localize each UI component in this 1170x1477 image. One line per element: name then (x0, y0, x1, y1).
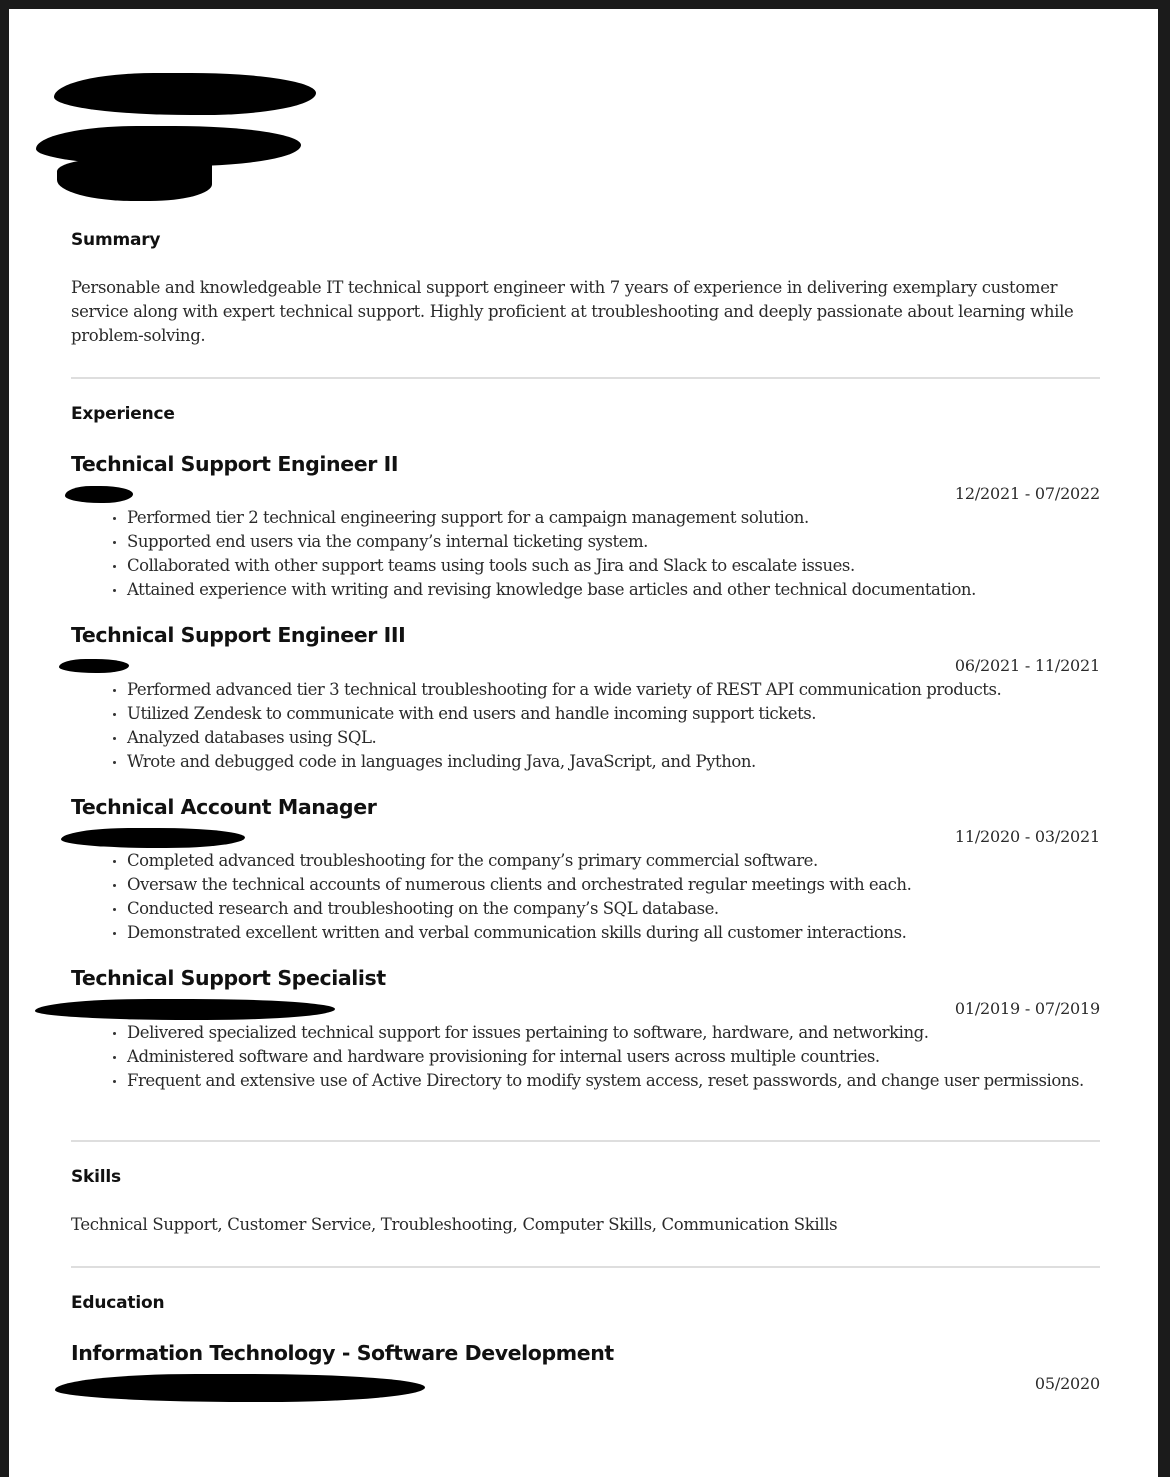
degree-title: Information Technology - Software Development (71, 1341, 614, 1365)
list-item: Completed advanced troubleshooting for the company’s primary commercial software. (127, 849, 1107, 873)
list-item: Supported end users via the company’s internal ticketing system. (127, 530, 1107, 554)
redacted-company (65, 486, 133, 503)
experience-heading: Experience (71, 404, 175, 424)
job-dates: 11/2020 - 03/2021 (954, 827, 1100, 846)
job-title: Technical Support Engineer II (71, 452, 399, 476)
list-item: Demonstrated excellent written and verbal communication skills during all customer interactions. (127, 921, 1107, 945)
job-dates: 01/2019 - 07/2019 (954, 999, 1100, 1018)
list-item: Wrote and debugged code in languages including Java, JavaScript, and Python. (127, 750, 1107, 774)
divider (71, 1140, 1100, 1142)
list-item: Utilized Zendesk to communicate with end users and handle incoming support tickets. (127, 702, 1107, 726)
redacted-company (61, 828, 245, 848)
redacted-school (55, 1374, 425, 1402)
divider (71, 1266, 1100, 1268)
job-bullets (71, 506, 1107, 602)
education-date: 05/2020 (1034, 1374, 1100, 1393)
summary-text: Personable and knowledgeable IT technical support engineer with 7 years of experience in delivering exemplary customer service along with expert technical support. Highly proficient at troubleshooting and deeply passionate about learning while problem-solving. (71, 278, 1074, 345)
skills-heading: Skills (71, 1167, 121, 1187)
redacted-contact-line (57, 159, 212, 201)
redacted-company (59, 659, 129, 673)
list-item: Administered software and hardware provisioning for internal users across multiple countries. (127, 1045, 1107, 1069)
summary-heading: Summary (71, 230, 161, 250)
list-item: Performed advanced tier 3 technical troubleshooting for a wide variety of REST API communication products. (127, 678, 1107, 702)
list-item: Attained experience with writing and revising knowledge base articles and other technical documentation. (127, 578, 1107, 602)
job-bullets (71, 678, 1107, 774)
list-item: Collaborated with other support teams using tools such as Jira and Slack to escalate issues. (127, 554, 1107, 578)
list-item: Analyzed databases using SQL. (127, 726, 1107, 750)
skills-text: Technical Support, Customer Service, Troubleshooting, Computer Skills, Communication Skills (71, 1215, 838, 1234)
job-dates: 06/2021 - 11/2021 (954, 656, 1100, 675)
list-item: Conducted research and troubleshooting on the company’s SQL database. (127, 897, 1107, 921)
divider (71, 377, 1100, 379)
job-dates: 12/2021 - 07/2022 (954, 484, 1100, 503)
job-bullets (71, 849, 1107, 945)
list-item: Performed tier 2 technical engineering support for a campaign management solution. (127, 506, 1107, 530)
redacted-company (35, 999, 335, 1020)
job-title: Technical Account Manager (71, 795, 377, 819)
job-bullets (71, 1021, 1107, 1093)
redacted-name (54, 73, 316, 115)
education-heading: Education (71, 1293, 165, 1313)
list-item: Oversaw the technical accounts of numerous clients and orchestrated regular meetings with each. (127, 873, 1107, 897)
job-title: Technical Support Specialist (71, 966, 386, 990)
resume-page (9, 9, 1158, 1477)
list-item: Delivered specialized technical support for issues pertaining to software, hardware, and networking. (127, 1021, 1107, 1045)
job-title: Technical Support Engineer III (71, 623, 406, 647)
list-item: Frequent and extensive use of Active Directory to modify system access, reset passwords, and change user permissions. (127, 1069, 1107, 1093)
